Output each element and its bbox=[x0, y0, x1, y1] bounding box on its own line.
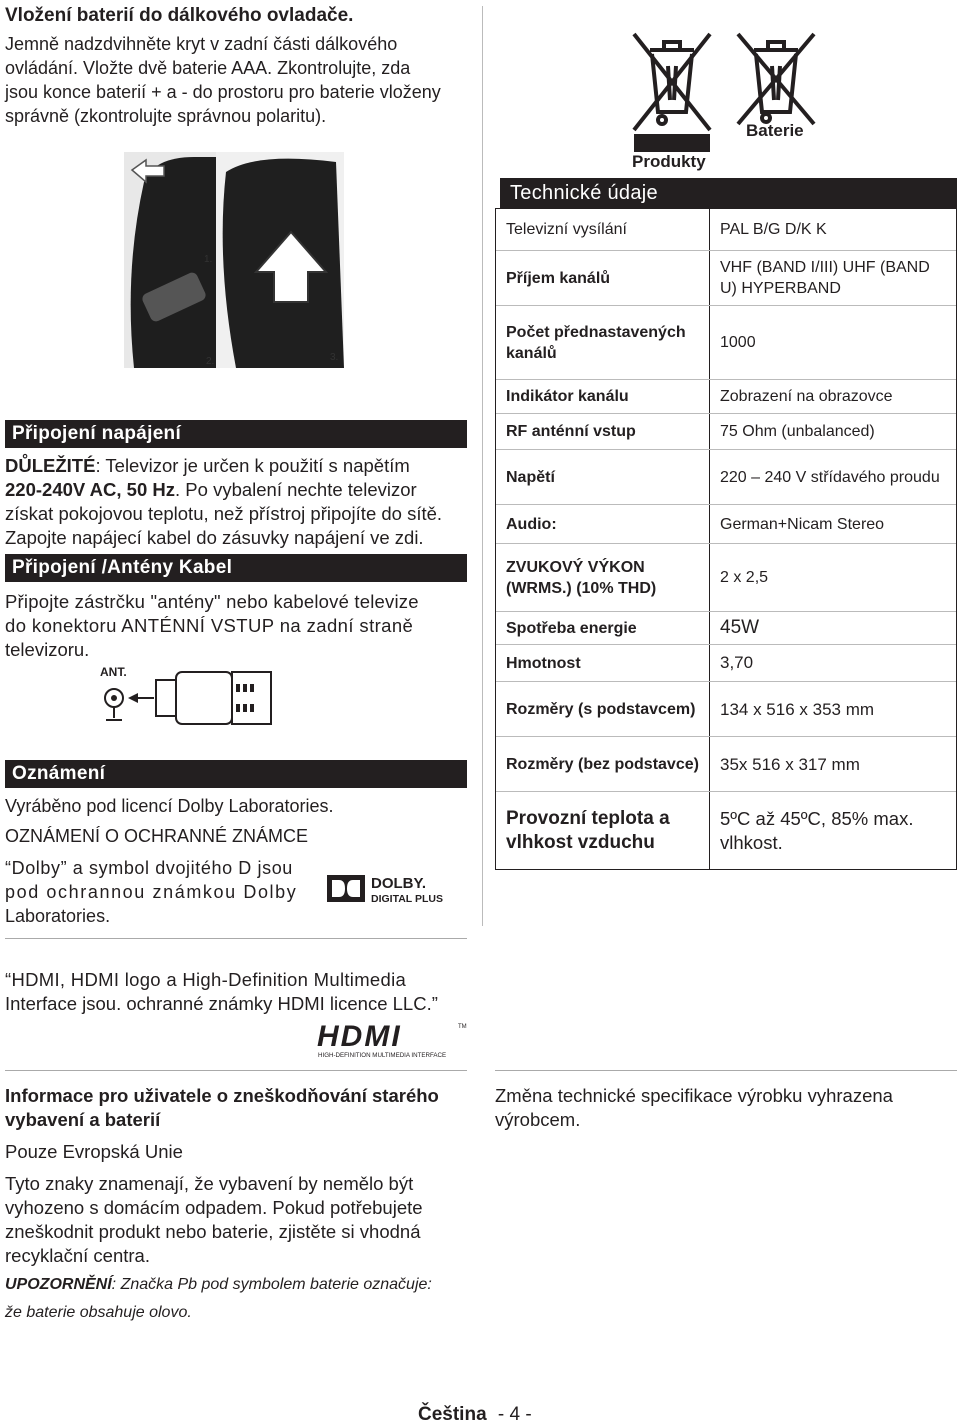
spec-label: Spotřeba energie bbox=[496, 612, 710, 644]
hdmi-text-1: “HDMI, HDMI logo a High-Definition Multimedia bbox=[5, 969, 407, 990]
spec-row-dim-nostand bbox=[496, 737, 956, 792]
spec-value: 5ºC až 45ºC, 85% max. vlhkost. bbox=[720, 807, 914, 853]
disposal-warning-2: že baterie obsahuje olovo. bbox=[5, 1304, 192, 1321]
power-important: DŮLEŽITÉ bbox=[5, 455, 96, 476]
products-label: Produkty bbox=[632, 152, 706, 171]
batteries-label: Baterie bbox=[746, 121, 804, 140]
power-text-1-rest: : Televizor je určen k použití s napětím bbox=[95, 455, 410, 476]
spec-label: Hmotnost bbox=[496, 645, 710, 681]
ant-label: ANT. bbox=[100, 665, 127, 679]
spec-row-indicator bbox=[496, 380, 956, 414]
disposal-text-2: vyhozeno s domácím odpadem. Pokud potřebujete bbox=[5, 1197, 423, 1218]
crossed-bin-products-icon bbox=[630, 32, 714, 156]
hdmi-separator bbox=[5, 938, 467, 939]
spec-label: Provozní teplota a vlhkost vzduchu bbox=[496, 792, 710, 869]
spec-label: Počet přednastavených kanálů bbox=[496, 306, 710, 379]
change-text-2: výrobcem. bbox=[495, 1109, 581, 1130]
batteries-text-4: správně (zkontrolujte správnou polaritu). bbox=[5, 106, 327, 126]
spec-label: Napětí bbox=[496, 450, 710, 504]
spec-row-sound-output bbox=[496, 544, 956, 612]
dolby-logo bbox=[327, 873, 461, 905]
spec-label: Rozměry (s podstavcem) bbox=[496, 682, 710, 736]
notice-text-1: Vyráběno pod licencí Dolby Laboratories. bbox=[5, 796, 334, 816]
spec-row-voltage bbox=[496, 450, 956, 505]
disposal-separator bbox=[5, 1070, 467, 1071]
spec-row-audio bbox=[496, 505, 956, 544]
spec-value: 75 Ohm (unbalanced) bbox=[720, 423, 875, 440]
disposal-warning-text: : Značka Pb pod symbolem baterie označuje: bbox=[111, 1276, 432, 1293]
disposal-text-4: recyklační centra. bbox=[5, 1245, 150, 1266]
batteries-heading: Vložení baterií do dálkového ovladače. bbox=[5, 5, 354, 26]
disposal-heading-1: Informace pro uživatele o zneškodňování starého bbox=[5, 1085, 439, 1106]
step-2-label: 2. bbox=[206, 356, 215, 367]
antenna-text-1: Připojte zástrčku "antény" nebo kabelové televize bbox=[5, 591, 419, 612]
spec-value: 2 x 2,5 bbox=[720, 569, 769, 586]
step-1-label: 1. bbox=[204, 254, 213, 265]
footer-page-number: - 4 - bbox=[497, 1404, 532, 1425]
antenna-text-3: televizoru. bbox=[5, 639, 90, 660]
spec-label: Příjem kanálů bbox=[496, 251, 710, 305]
spec-value: PAL B/G D/K K bbox=[720, 221, 827, 238]
remote-photo-2 bbox=[206, 152, 344, 368]
spec-label: Televizní vysílání bbox=[496, 209, 710, 250]
batteries-text-2: ovládání. Vložte dvě baterie AAA. Zkontrolujte, zda bbox=[5, 58, 411, 78]
spec-value: 220 – 240 V střídavého proudu bbox=[720, 468, 940, 486]
power-text-1 bbox=[5, 454, 410, 478]
antenna-connector-illustration bbox=[96, 662, 271, 742]
spec-row-dim-stand bbox=[496, 682, 956, 737]
spec-label: RF anténní vstup bbox=[496, 414, 710, 449]
antenna-text-2: do konektoru ANTÉNNÍ VSTUP na zadní straně bbox=[5, 615, 414, 636]
spec-row-broadcast bbox=[496, 209, 956, 251]
spec-value: VHF (BAND I/III) UHF (BAND U) HYPERBAND bbox=[720, 259, 930, 297]
spec-value: 1000 bbox=[720, 334, 756, 351]
spec-label: ZVUKOVÝ VÝKON (WRMS.) (10% THD) bbox=[496, 544, 710, 611]
disposal-warning-label: UPOZORNĚNÍ bbox=[5, 1276, 112, 1293]
disposal-text-1: Tyto znaky znamenají, že vybavení by nemělo být bbox=[5, 1173, 414, 1194]
spec-value: 3,70 bbox=[720, 653, 754, 672]
dolby-sub: DIGITAL PLUS bbox=[371, 893, 443, 905]
notice-text-3: “Dolby” a symbol dvojitého D jsou bbox=[5, 858, 293, 878]
notice-text-5: Laboratories. bbox=[5, 906, 111, 926]
power-text-3: získat pokojovou teplotu, než přístroj připojíte do sítě. bbox=[5, 503, 443, 524]
spec-row-power bbox=[496, 612, 956, 645]
spec-row-weight bbox=[496, 645, 956, 682]
batteries-text-1: Jemně nadzdvihněte kryt v zadní části dálkového bbox=[5, 34, 398, 54]
power-voltage: 220-240V AC, 50 Hz bbox=[5, 479, 176, 500]
notice-section-title: Oznámení bbox=[5, 760, 467, 788]
column-divider bbox=[482, 6, 483, 926]
step-3-label: 3. bbox=[330, 352, 339, 363]
hdmi-text-2: Interface jsou. ochranné známky HDMI licence LLC.” bbox=[5, 993, 438, 1014]
crossed-bin-batteries-icon bbox=[734, 32, 818, 124]
disposal-heading-2: vybavení a baterií bbox=[5, 1109, 161, 1130]
power-text-4: Zapojte napájecí kabel do zásuvky napájení ve zdi. bbox=[5, 527, 424, 548]
spec-row-operating bbox=[496, 792, 956, 869]
change-text-1: Změna technické specifikace výrobku vyhrazena bbox=[495, 1085, 893, 1106]
power-text-2-rest: . Po vybalení nechte televizor bbox=[175, 479, 417, 500]
spec-label: Audio: bbox=[496, 505, 710, 543]
specs-title: Technické údaje bbox=[500, 178, 957, 208]
disposal-eu: Pouze Evropská Unie bbox=[5, 1141, 183, 1162]
spec-value: 45W bbox=[720, 617, 760, 638]
spec-value: 134 x 516 x 353 mm bbox=[720, 699, 875, 719]
remote-photo-1 bbox=[124, 152, 216, 368]
svg-text:TM: TM bbox=[458, 1024, 467, 1030]
notice-trademark-heading: OZNÁMENÍ O OCHRANNÉ ZNÁMCE bbox=[5, 826, 309, 846]
spec-value: Zobrazení na obrazovce bbox=[720, 388, 893, 405]
spec-label: Rozměry (bez podstavce) bbox=[496, 737, 710, 791]
power-section-title: Připojení napájení bbox=[5, 420, 467, 448]
disposal-text-3: zneškodnit produkt nebo baterie, zjistěte si vhodná bbox=[5, 1221, 421, 1242]
power-text-2 bbox=[5, 478, 417, 502]
disposal-warning-1 bbox=[5, 1274, 432, 1296]
change-separator bbox=[495, 1070, 957, 1071]
hdmi-logo bbox=[315, 1020, 465, 1060]
hdmi-logo-sub: HIGH-DEFINITION MULTIMEDIA INTERFACE bbox=[318, 1052, 447, 1059]
spec-row-presets bbox=[496, 306, 956, 380]
spec-value: 35x 516 x 317 mm bbox=[720, 754, 860, 774]
spec-label: Indikátor kanálu bbox=[496, 380, 710, 413]
spec-row-channels bbox=[496, 251, 956, 306]
dolby-word: DOLBY. bbox=[371, 875, 427, 892]
antenna-section-title: Připojení /Antény Kabel bbox=[5, 554, 467, 582]
notice-text-4: pod ochrannou známkou Dolby bbox=[5, 882, 298, 902]
hdmi-logo-word: HDMI bbox=[317, 1020, 402, 1053]
footer-language: Čeština bbox=[418, 1404, 487, 1425]
batteries-text-3: jsou konce baterií + a - do prostoru pro baterie vloženy bbox=[5, 82, 441, 102]
spec-value: German+Nicam Stereo bbox=[720, 515, 885, 533]
footer bbox=[418, 1404, 532, 1426]
specs-table bbox=[495, 208, 957, 870]
spec-row-rf-input bbox=[496, 414, 956, 450]
